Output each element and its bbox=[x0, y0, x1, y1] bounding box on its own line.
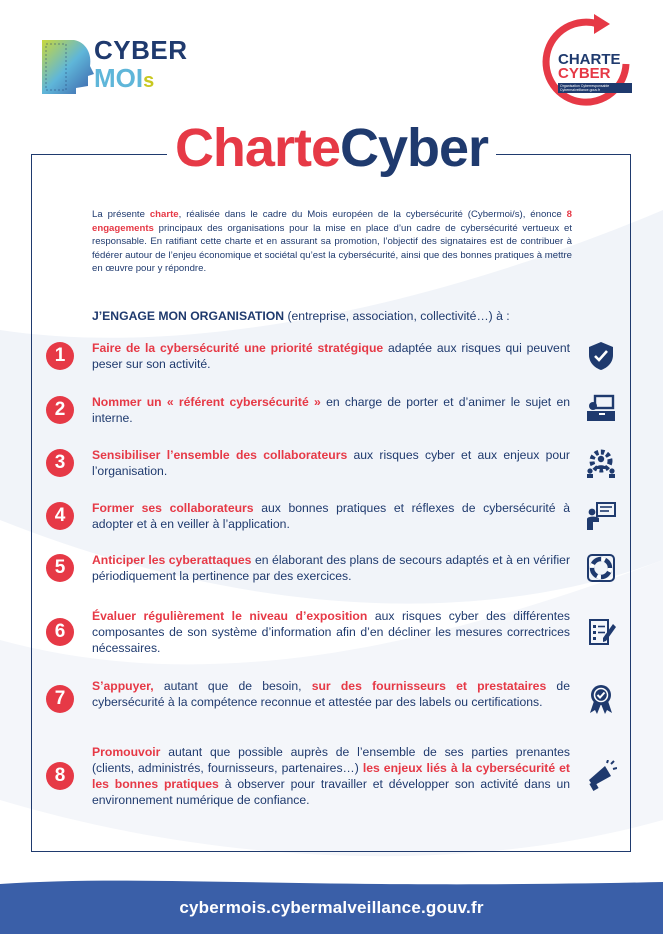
item-number: 2 bbox=[46, 396, 74, 424]
item-body: de cybersécurité à la compétence reconnue et attestée par des labels ou certifications. bbox=[92, 679, 570, 709]
intro-paragraph bbox=[92, 208, 572, 276]
title-charte: Charte bbox=[174, 118, 340, 178]
item-number: 6 bbox=[46, 618, 74, 646]
item-body: autant que de besoin, bbox=[153, 679, 312, 693]
item-text bbox=[92, 394, 570, 426]
item-highlight: Sensibiliser l’ensemble des collaborateurs bbox=[92, 448, 348, 462]
megaphone-icon bbox=[585, 760, 617, 792]
team-gear-icon bbox=[585, 447, 617, 479]
logo-mois-text bbox=[94, 63, 154, 96]
logo-cyber-text: CYBER bbox=[94, 35, 188, 65]
item-number: 8 bbox=[46, 762, 74, 790]
item-highlight: Anticiper les cyberattaques bbox=[92, 553, 252, 567]
intro-highlight: 8 engagements bbox=[92, 209, 572, 234]
logo-tagline: Organisation Cyberresponsable Cybermalveillance.gouv.fr bbox=[558, 83, 632, 93]
trainer-board-icon bbox=[585, 500, 617, 532]
engage-caps: J’ENGAGE MON ORGANISATION bbox=[92, 309, 285, 323]
item-text bbox=[92, 552, 570, 584]
logo-mois-suffix: s bbox=[143, 70, 155, 92]
engagement-heading bbox=[92, 309, 572, 323]
item-body: en charge de porter et d’animer le sujet en interne. bbox=[92, 395, 570, 425]
item-body: aux risques cyber des différentes composantes de son système d’information afin d’en décliner les mesures correctrices nécessaires. bbox=[92, 609, 571, 655]
item-body: aux bonnes pratiques et réflexes de cybersécurité à adopter et à en veiller à l’application. bbox=[92, 501, 570, 531]
shield-check-icon bbox=[585, 340, 617, 372]
intro-highlight: charte bbox=[149, 209, 179, 220]
item-text bbox=[92, 340, 570, 372]
item-highlight: Nommer un « référent cybersécurité » bbox=[92, 395, 321, 409]
award-badge-icon bbox=[585, 683, 617, 715]
checklist-pen-icon bbox=[585, 616, 617, 648]
cybermois-logo bbox=[36, 36, 196, 100]
item-highlight: sur des fournisseurs et prestataires bbox=[311, 679, 547, 693]
item-number: 5 bbox=[46, 554, 74, 582]
intro-text: , réalisée dans le cadre du Mois européen de la cybersécurité (Cybermoi/s), énonce bbox=[178, 209, 567, 220]
lifebuoy-icon bbox=[585, 552, 617, 584]
item-body: autant que possible auprès de l’ensemble de ses parties prenantes (clients, administrés, fournisseurs, partenaires…) bbox=[92, 745, 570, 775]
item-body: à observer pour travailler et développer son activité dans un environnement numérique de confiance. bbox=[92, 777, 571, 807]
item-text bbox=[92, 608, 570, 656]
item-highlight: Faire de la cybersécurité une priorité stratégique bbox=[92, 341, 384, 355]
item-text bbox=[92, 447, 570, 479]
item-highlight: S’appuyer, bbox=[92, 679, 154, 693]
item-number: 7 bbox=[46, 685, 74, 713]
item-text bbox=[92, 678, 570, 710]
profile-face-icon bbox=[36, 36, 96, 96]
item-body: adaptée aux risques qui peuvent peser sur son activité. bbox=[92, 341, 570, 371]
item-body: aux risques cyber et aux enjeux pour l’organisation. bbox=[92, 448, 570, 478]
item-highlight: Promouvoir bbox=[92, 745, 161, 759]
referent-desk-icon bbox=[585, 392, 617, 424]
page-title bbox=[0, 112, 663, 184]
intro-text: La présente bbox=[92, 209, 150, 220]
footer-banner bbox=[0, 874, 663, 934]
footer-url[interactable]: cybermois.cybermalveillance.gouv.fr bbox=[179, 898, 484, 917]
engage-rest: (entreprise, association, collectivité…) à : bbox=[284, 309, 510, 323]
item-number: 1 bbox=[46, 342, 74, 370]
title-cyber: Cyber bbox=[339, 118, 489, 178]
item-highlight: Évaluer régulièrement le niveau d’exposition bbox=[92, 609, 368, 623]
charte-cyber-logo bbox=[536, 10, 636, 110]
logo-cyber-text-red: CYBER bbox=[558, 65, 611, 82]
intro-text: principaux des organisations pour la mise en place d’un cadre de cybersécurité vertueux et responsable. En ratifiant cette charte et en assurant sa promotion, l’objectif des signataires est de contribuer à fédérer autour de l’enjeu économique et sociétal qu’est la cybersécurité, ainsi que des bonnes pratiques à mettre en œuvre pour y répondre. bbox=[92, 222, 572, 275]
logo-mois-main: MOI bbox=[94, 63, 144, 93]
item-text bbox=[92, 500, 570, 532]
item-text bbox=[92, 744, 570, 808]
item-highlight: les enjeux liés à la cybersécurité et les bonnes pratiques bbox=[92, 761, 570, 791]
logo-charte-text: CHARTE bbox=[558, 51, 621, 68]
item-highlight: Former ses collaborateurs bbox=[92, 501, 254, 515]
item-number: 3 bbox=[46, 449, 74, 477]
item-body: en élaborant des plans de secours adaptés et à en vérifier périodiquement la pertinence par des exercices. bbox=[92, 553, 570, 583]
item-number: 4 bbox=[46, 502, 74, 530]
